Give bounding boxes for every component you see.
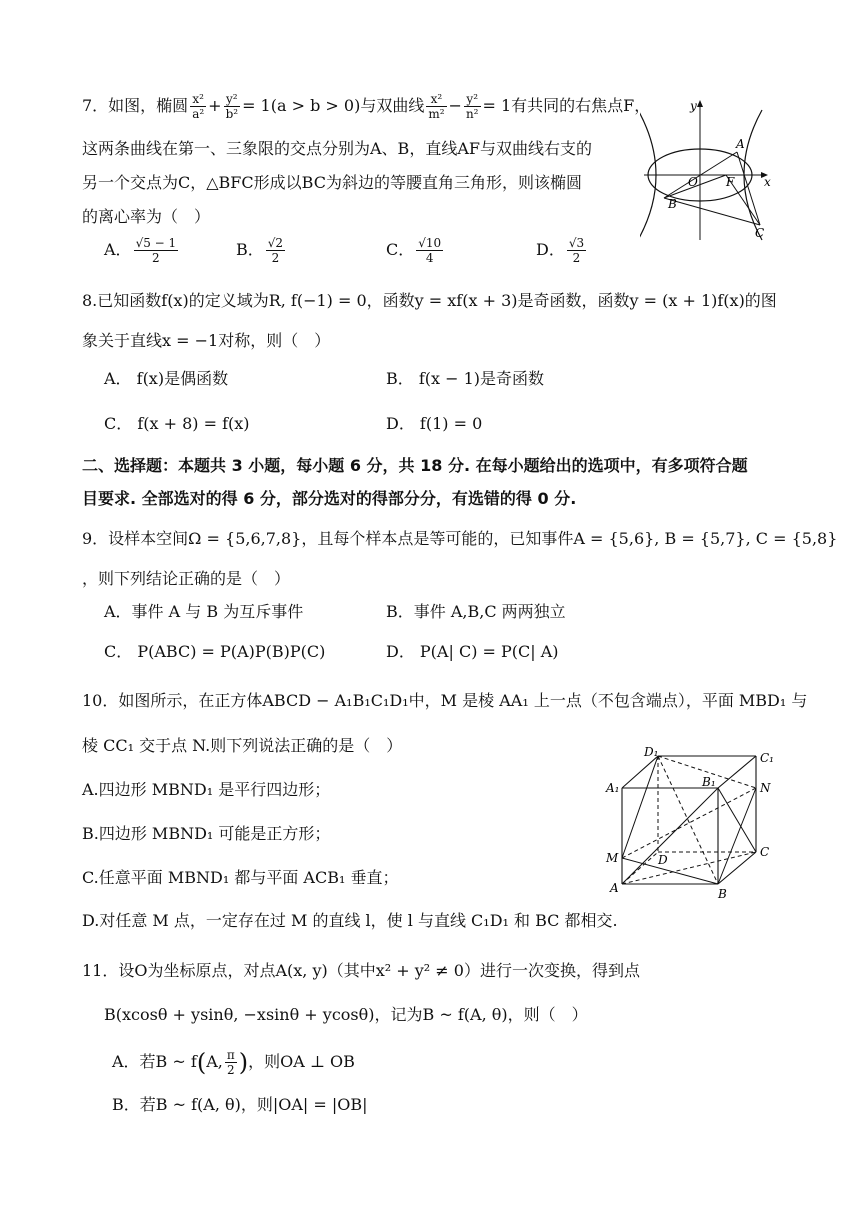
q8-option-b[interactable]: B． f(x − 1)是奇函数 xyxy=(386,369,545,388)
frac-den: m² xyxy=(428,107,445,121)
q9-option-c[interactable]: C． P(ABC) = P(A)P(B)P(C) xyxy=(104,642,326,661)
label-b: B xyxy=(718,887,727,900)
q9-option-b[interactable]: B．事件 A,B,C 两两独立 xyxy=(386,602,566,621)
q8-line2: 象关于直线x = −1对称，则（ ） xyxy=(82,331,331,350)
label-b: B xyxy=(668,197,677,211)
frac-den: b² xyxy=(225,107,239,121)
edge-c1-right xyxy=(718,756,756,788)
q10-line1: 10．如图所示，在正方体ABCD − A₁B₁C₁D₁中，M 是棱 AA₁ 上一点（不包含端点），平面 MBD₁ 与 xyxy=(82,691,808,710)
label-a: A xyxy=(610,881,619,895)
label-c1: C₁ xyxy=(760,751,774,765)
q11-option-b[interactable]: B．若B ~ f(A, θ)，则|OA| = |OB| xyxy=(112,1095,368,1114)
q11-line1: 11．设O为坐标原点，对点A(x, y)（其中x² + y² ≠ 0）进行一次变换，得到点 xyxy=(82,961,640,980)
pi-over-2-frac xyxy=(225,1048,237,1077)
frac-num: √3 xyxy=(568,236,585,250)
label-f: F xyxy=(726,175,735,189)
q10-cube-figure xyxy=(600,744,786,900)
q7-option-c[interactable] xyxy=(386,236,445,265)
label-b1: B₁ xyxy=(702,775,716,789)
option-text: A, xyxy=(206,1052,223,1071)
q7-text-a: 7．如图，椭圆 xyxy=(82,96,189,115)
frac-num: √10 xyxy=(418,236,442,250)
option-text: A．若B ~ f xyxy=(112,1052,197,1071)
label-n: N xyxy=(760,781,771,795)
frac-num: x² xyxy=(190,92,206,107)
label-o: O xyxy=(688,175,698,189)
q10-option-c[interactable]: C.任意平面 MBND₁ 都与平面 ACB₁ 垂直； xyxy=(82,868,399,887)
frac-num: x² xyxy=(426,92,446,107)
q8-line1: 8.已知函数f(x)的定义域为R, f(−1) = 0，函数y = xf(x + 3)是奇函数，函数y = (x + 1)f(x)的图 xyxy=(82,291,777,310)
label-d: D xyxy=(658,853,668,867)
label-a: A xyxy=(736,137,745,151)
option-label: A． xyxy=(104,240,132,259)
frac-num: √5 − 1 xyxy=(135,236,177,250)
hyper-y-frac xyxy=(464,92,481,121)
q9-line1: 9．设样本空间Ω = {5,6,7,8}，且每个样本点是等可能的，已知事件A = {5,6}, B = {5,7}, C = {5,8} xyxy=(82,529,838,548)
frac-den: 2 xyxy=(271,251,280,265)
option-label: D． xyxy=(536,240,565,259)
label-c: C xyxy=(760,845,770,859)
q10-option-d[interactable]: D.对任意 M 点，一定存在过 M 的直线 l，使 l 与直线 C₁D₁ 和 BC 都相交. xyxy=(82,911,618,930)
frac-num: √2 xyxy=(267,236,284,250)
minus-sign: − xyxy=(448,96,462,115)
frac-den: 2 xyxy=(226,1063,235,1077)
line-a-b1 xyxy=(622,788,718,884)
line-a-c xyxy=(622,852,756,884)
q7-ellipse-hyperbola-figure xyxy=(640,98,780,244)
q9-option-d[interactable]: D． P(A| C) = P(C| A) xyxy=(386,642,559,661)
option-frac xyxy=(134,236,179,265)
frac-den: 2 xyxy=(152,251,160,265)
label-y: y xyxy=(690,99,697,113)
option-label: C． xyxy=(386,240,415,259)
option-text: ，则OA ⊥ OB xyxy=(248,1052,355,1071)
q7-option-b[interactable] xyxy=(236,236,287,265)
line-af xyxy=(737,152,760,225)
frac-den: 4 xyxy=(425,251,434,265)
q11-line2: B(xcosθ + ysinθ, −xsinθ + ycosθ)，记为B ~ f(A, θ)，则（ ） xyxy=(104,1005,588,1024)
edge-b-c xyxy=(718,852,756,884)
frac-num: y² xyxy=(464,92,481,107)
q9-option-a[interactable]: A．事件 A 与 B 为互斥事件 xyxy=(104,602,304,621)
frac-den: 2 xyxy=(572,251,581,265)
q7-option-d[interactable] xyxy=(536,236,588,265)
hyper-x-frac xyxy=(426,92,446,121)
ellipse-x-frac xyxy=(190,92,206,121)
q7-option-a[interactable] xyxy=(104,236,180,265)
q10-line2: 棱 CC₁ 交于点 N.则下列说法正确的是（ ） xyxy=(82,736,403,755)
q10-option-a[interactable]: A.四边形 MBND₁ 是平行四边形； xyxy=(82,780,331,799)
q8-option-a[interactable]: A． f(x)是偶函数 xyxy=(104,369,229,388)
label-m: M xyxy=(606,851,619,865)
section2-header-line1: 二、选择题：本题共 3 小题，每小题 6 分，共 18 分. 在每小题给出的选项中，有多项符合题 xyxy=(82,456,748,475)
frac-den: a² xyxy=(192,107,205,121)
line-bc xyxy=(664,198,760,225)
y-axis-arrow xyxy=(697,100,703,107)
q7-line3: 另一个交点为C，△BFC形成以BC为斜边的等腰直角三角形，则该椭圆 xyxy=(82,173,582,192)
q8-option-d[interactable]: D． f(1) = 0 xyxy=(386,414,483,433)
label-a1: A₁ xyxy=(606,781,620,795)
section2-header-line2: 目要求. 全部选对的得 6 分，部分选对的得部分分，有选错的得 0 分. xyxy=(82,489,577,508)
plus-sign: + xyxy=(208,96,222,115)
label-c: C xyxy=(755,226,765,240)
frac-num: y² xyxy=(224,92,241,107)
label-d1: D₁ xyxy=(644,745,659,759)
frac-num: π xyxy=(226,1048,235,1062)
label-x: x xyxy=(764,175,771,189)
line-n-b xyxy=(718,788,756,884)
option-frac xyxy=(266,236,285,265)
q7-line4: 的离心率为（ ） xyxy=(82,207,211,226)
q7-text-c: = 1有共同的右焦点F， xyxy=(482,96,651,115)
paren-left: ( xyxy=(196,1048,207,1077)
q8-option-c[interactable]: C． f(x + 8) = f(x) xyxy=(104,414,250,433)
q7-text-b: = 1(a > b > 0)与双曲线 xyxy=(242,96,425,115)
option-frac xyxy=(567,236,586,265)
q9-line2: ，则下列结论正确的是（ ） xyxy=(82,569,291,588)
option-label: B． xyxy=(236,240,264,259)
q11-option-a[interactable] xyxy=(112,1048,355,1077)
q10-option-b[interactable]: B.四边形 MBND₁ 可能是正方形； xyxy=(82,824,331,843)
frac-den: n² xyxy=(465,107,479,121)
option-frac xyxy=(416,236,443,265)
ellipse-y-frac xyxy=(224,92,241,121)
q7-line1 xyxy=(82,92,650,121)
paren-right: ) xyxy=(238,1048,249,1077)
q7-line2: 这两条曲线在第一、三象限的交点分别为A、B，直线AF与双曲线右支的 xyxy=(82,139,592,158)
